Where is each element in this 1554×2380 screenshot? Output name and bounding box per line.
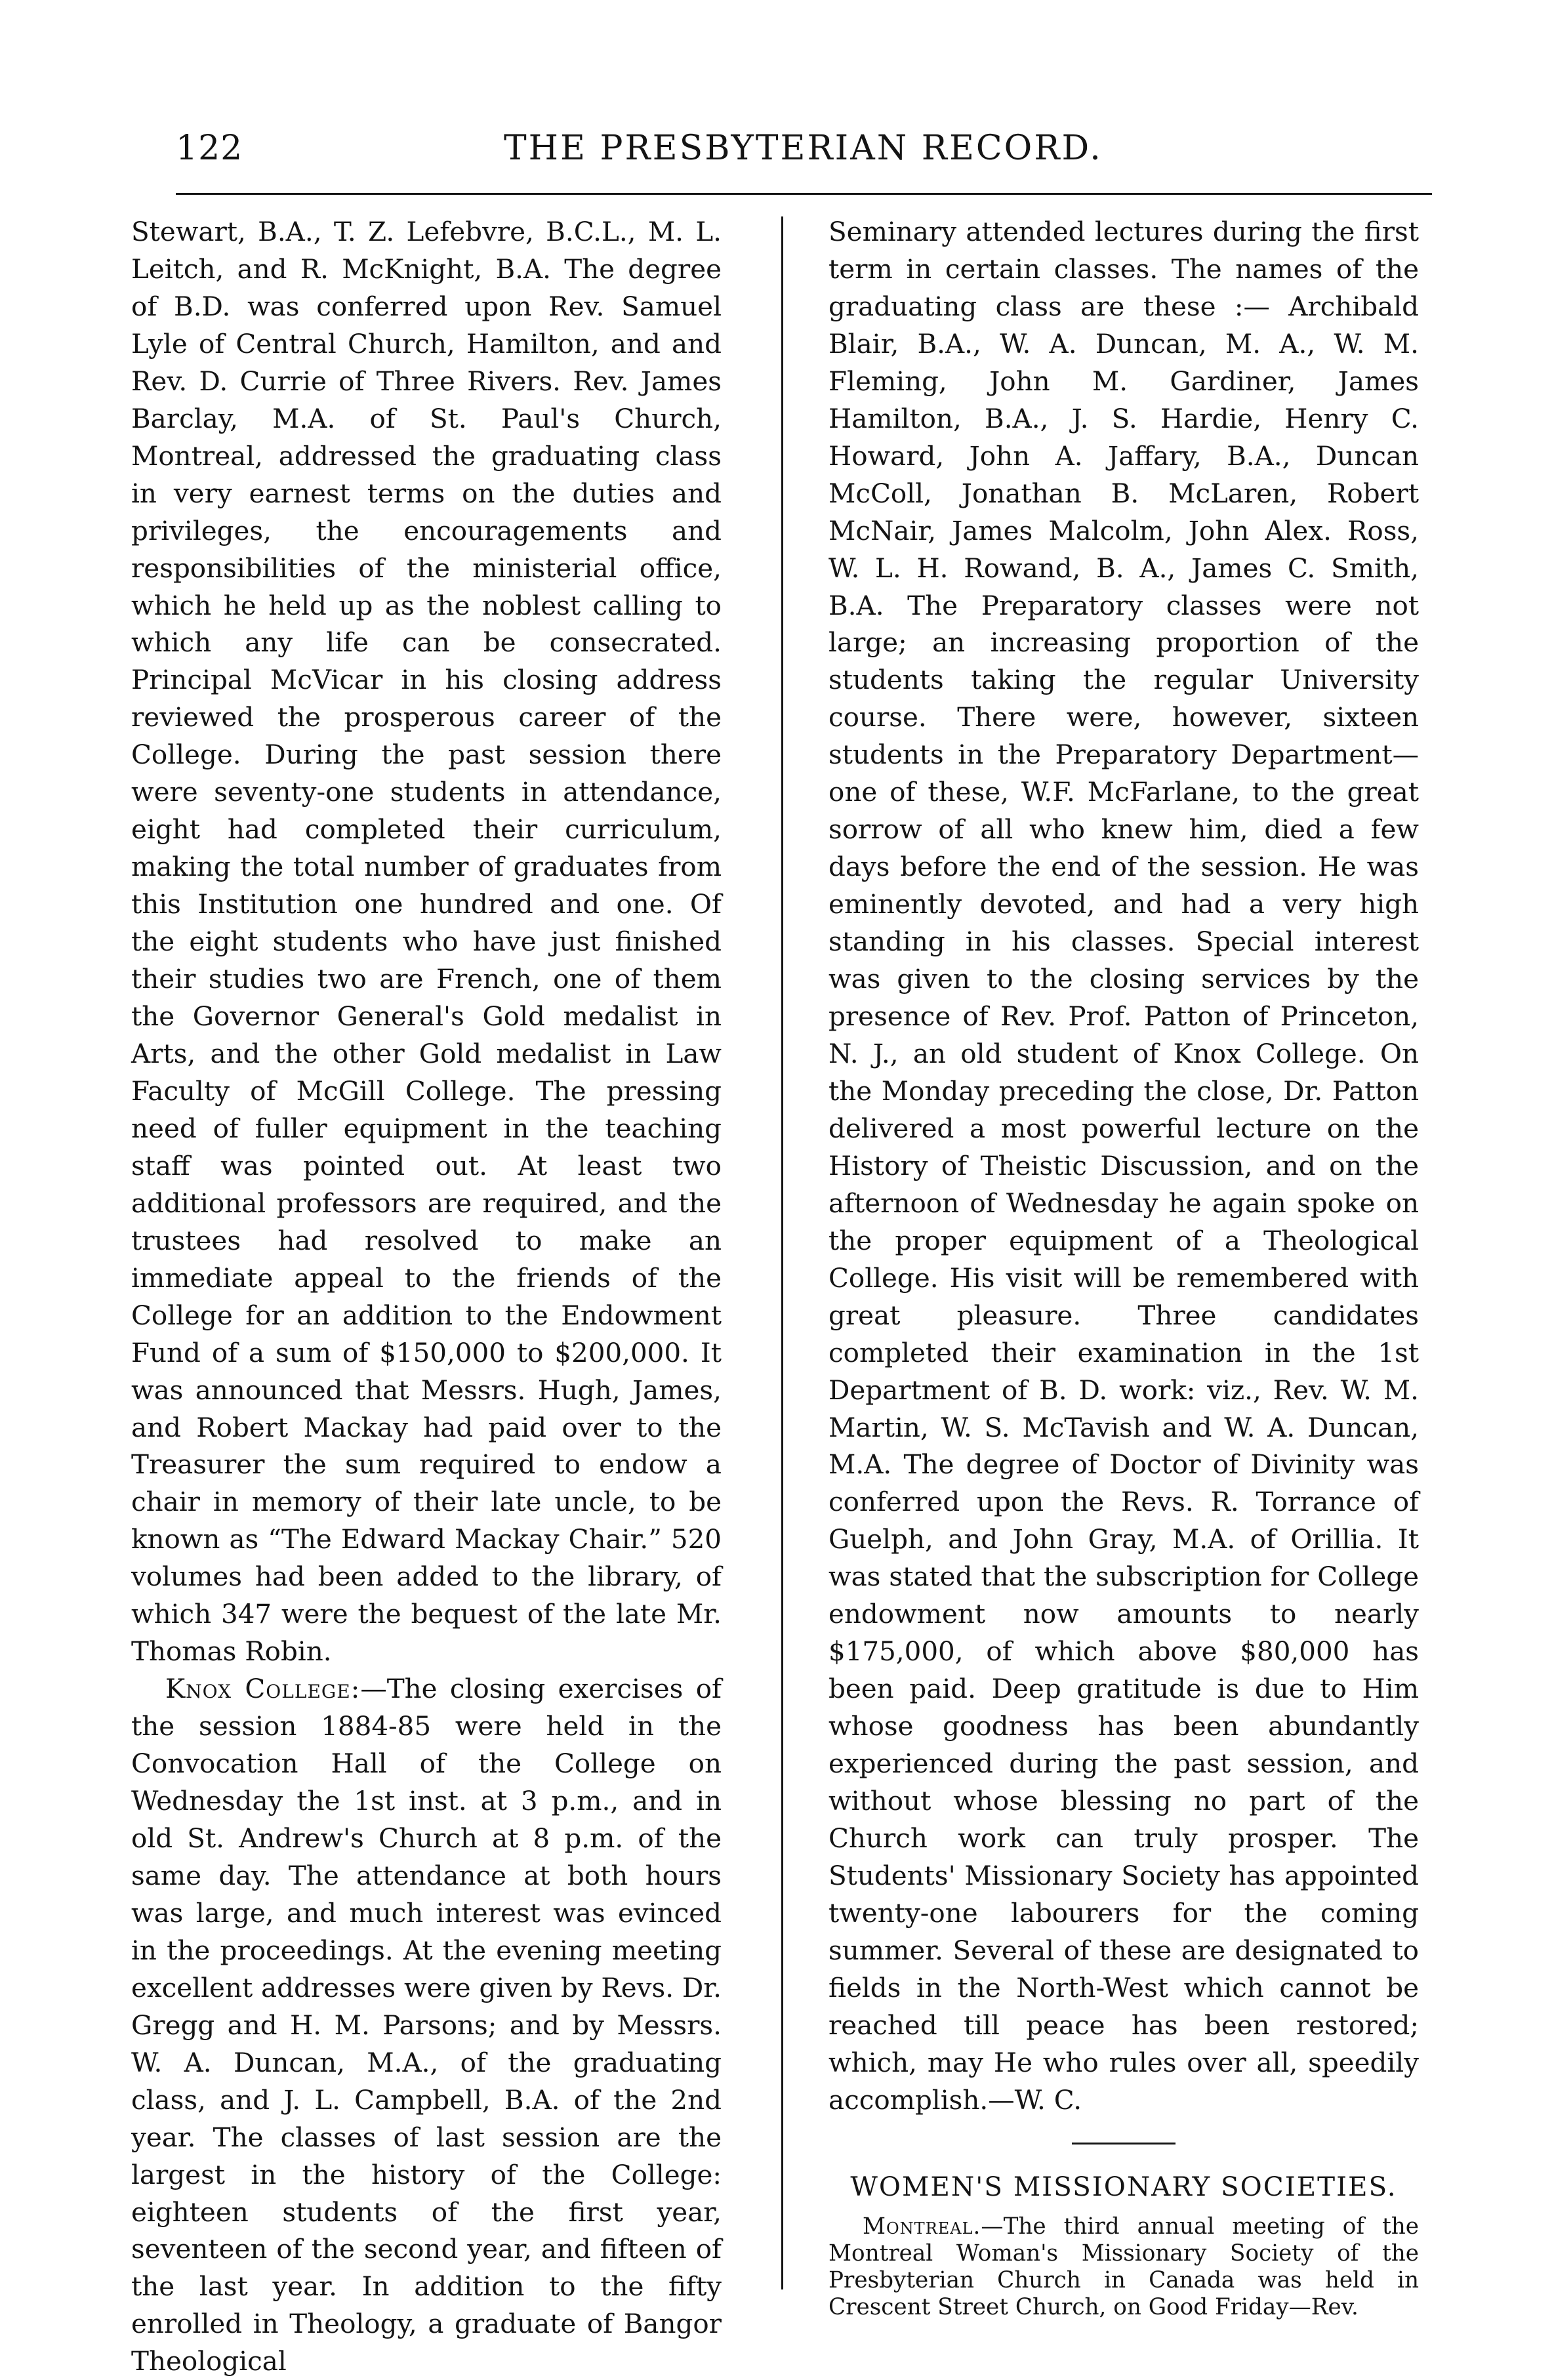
montreal-society-body: —The third annual meeting of the Montreal Woman's Missionary Society of the Presbyterian Church in Canada was held in Crescent Street Church, on Good Friday—Rev. <box>828 2213 1419 2320</box>
running-head <box>0 122 1554 174</box>
column-divider <box>781 216 783 2289</box>
left-column <box>131 213 722 2380</box>
montreal-society-paragraph <box>828 2213 1419 2321</box>
header-rule <box>176 193 1432 195</box>
montreal-society-lead: Montreal. <box>863 2213 981 2240</box>
right-column <box>828 213 1419 2321</box>
montreal-college-paragraph: Stewart, B.A., T. Z. Lefebvre, B.C.L., M. L. Leitch, and R. McKnight, B.A. The degree of B.D. was conferred upon Rev. Samuel Lyle of Central Church, Hamilton, and and Rev. D. Currie of Three Rivers. Rev. James Barclay, M.A. of St. Paul's Church, Montreal, addressed the graduating class in very earnest terms on the duties and privileges, the encouragements and responsibilities of the ministerial office, which he held up as the noblest calling to which any life can be consecrated. Principal McVicar in his closing address reviewed the prosperous career of the College. During the past session there were seventy-one students in attendance, eight had completed their curriculum, making the total number of graduates from this Institution one hundred and one. Of the eight students who have just finished their studies two are French, one of them the Governor General's Gold medalist in Arts, and the other Gold medalist in Law Faculty of McGill College. The pressing need of fuller equipment in the teaching staff was pointed out. At least two additional professors are required, and the trustees had resolved to make an immediate appeal to the friends of the College for an addition to the Endowment Fund of a sum of $150,000 to $200,000. It was announced that Messrs. Hugh, James, and Robert Mackay had paid over to the Treasurer the sum required to endow a chair in memory of their late uncle, to be known as “The Edward Mackay Chair.” 520 volumes had been added to the library, of which 347 were the bequest of the late Mr. Thomas Robin. <box>131 216 722 1668</box>
knox-college-paragraph <box>131 1670 722 2380</box>
page-number: 122 <box>176 129 243 168</box>
section-heading: WOMEN'S MISSIONARY SOCIETIES. <box>850 2170 1397 2202</box>
journal-title: THE PRESBYTERIAN RECORD. <box>504 129 1103 168</box>
knox-college-continued-paragraph: Seminary attended lectures during the first term in certain classes. The names of the graduating class are these :— Archibald Blair, B.A., W. A. Duncan, M. A., W. M. Fleming, John M. Gardiner, James Hamilton, B.A., J. S. Hardie, Henry C. Howard, John A. Jaffary, B.A., Duncan McColl, Jonathan B. McLaren, Robert McNair, James Malcolm, John Alex. Ross, W. L. H. Rowand, B. A., James C. Smith, B.A. The Preparatory classes were not large; an increasing proportion of the students taking the regular University course. There were, however, sixteen students in the Preparatory Department—one of these, W.F. McFarlane, to the great sorrow of all who knew him, died a few days before the end of the session. He was eminently devoted, and had a very high standing in his classes. Special interest was given to the closing services by the presence of Rev. Prof. Patton of Princeton, N. J., an old student of Knox College. On the Monday preceding the close, Dr. Patton delivered a most powerful lecture on the History of Theistic Discussion, and on the afternoon of Wednesday he again spoke on the proper equipment of a Theological College. His visit will be remembered with great pleasure. Three candidates completed their examination in the 1st Department of B. D. work: viz., Rev. W. M. Martin, W. S. McTavish and W. A. Duncan, M.A. The degree of Doctor of Divinity was conferred upon the Revs. R. Torrance of Guelph, and John Gray, M.A. of Orillia. It was stated that the subscription for College endowment now amounts to nearly $175,000, of which above $80,000 has been paid. Deep gratitude is due to Him whose goodness has been abundantly experienced during the past session, and without whose blessing no part of the Church work can truly prosper. The Students' Missionary Society has appointed twenty-one labourers for the coming summer. Several of these are designated to fields in the North-West which cannot be reached till peace has been restored; which, may He who rules over all, speedily accomplish.—W. C. <box>828 216 1419 2116</box>
knox-college-body: —The closing exercises of the session 1884-85 were held in the Convocation Hall of the College on Wednesday the 1st inst. at 3 p.m., and in old St. Andrew's Church at 8 p.m. of the same day. The attendance at both hours was large, and much interest was evinced in the proceedings. At the evening meeting excellent addresses were given by Revs. Dr. Gregg and H. M. Parsons; and by Messrs. W. A. Duncan, M.A., of the graduating class, and J. L. Campbell, B.A. of the 2nd year. The classes of last session are the largest in the history of the College: eighteen students of the first year, seventeen of the second year, and fifteen of the last year. In addition to the fifty enrolled in Theology, a graduate of Bangor Theological <box>131 1673 722 2377</box>
knox-college-lead: Knox College: <box>165 1673 361 1705</box>
section-separator-rule <box>1072 2143 1176 2144</box>
